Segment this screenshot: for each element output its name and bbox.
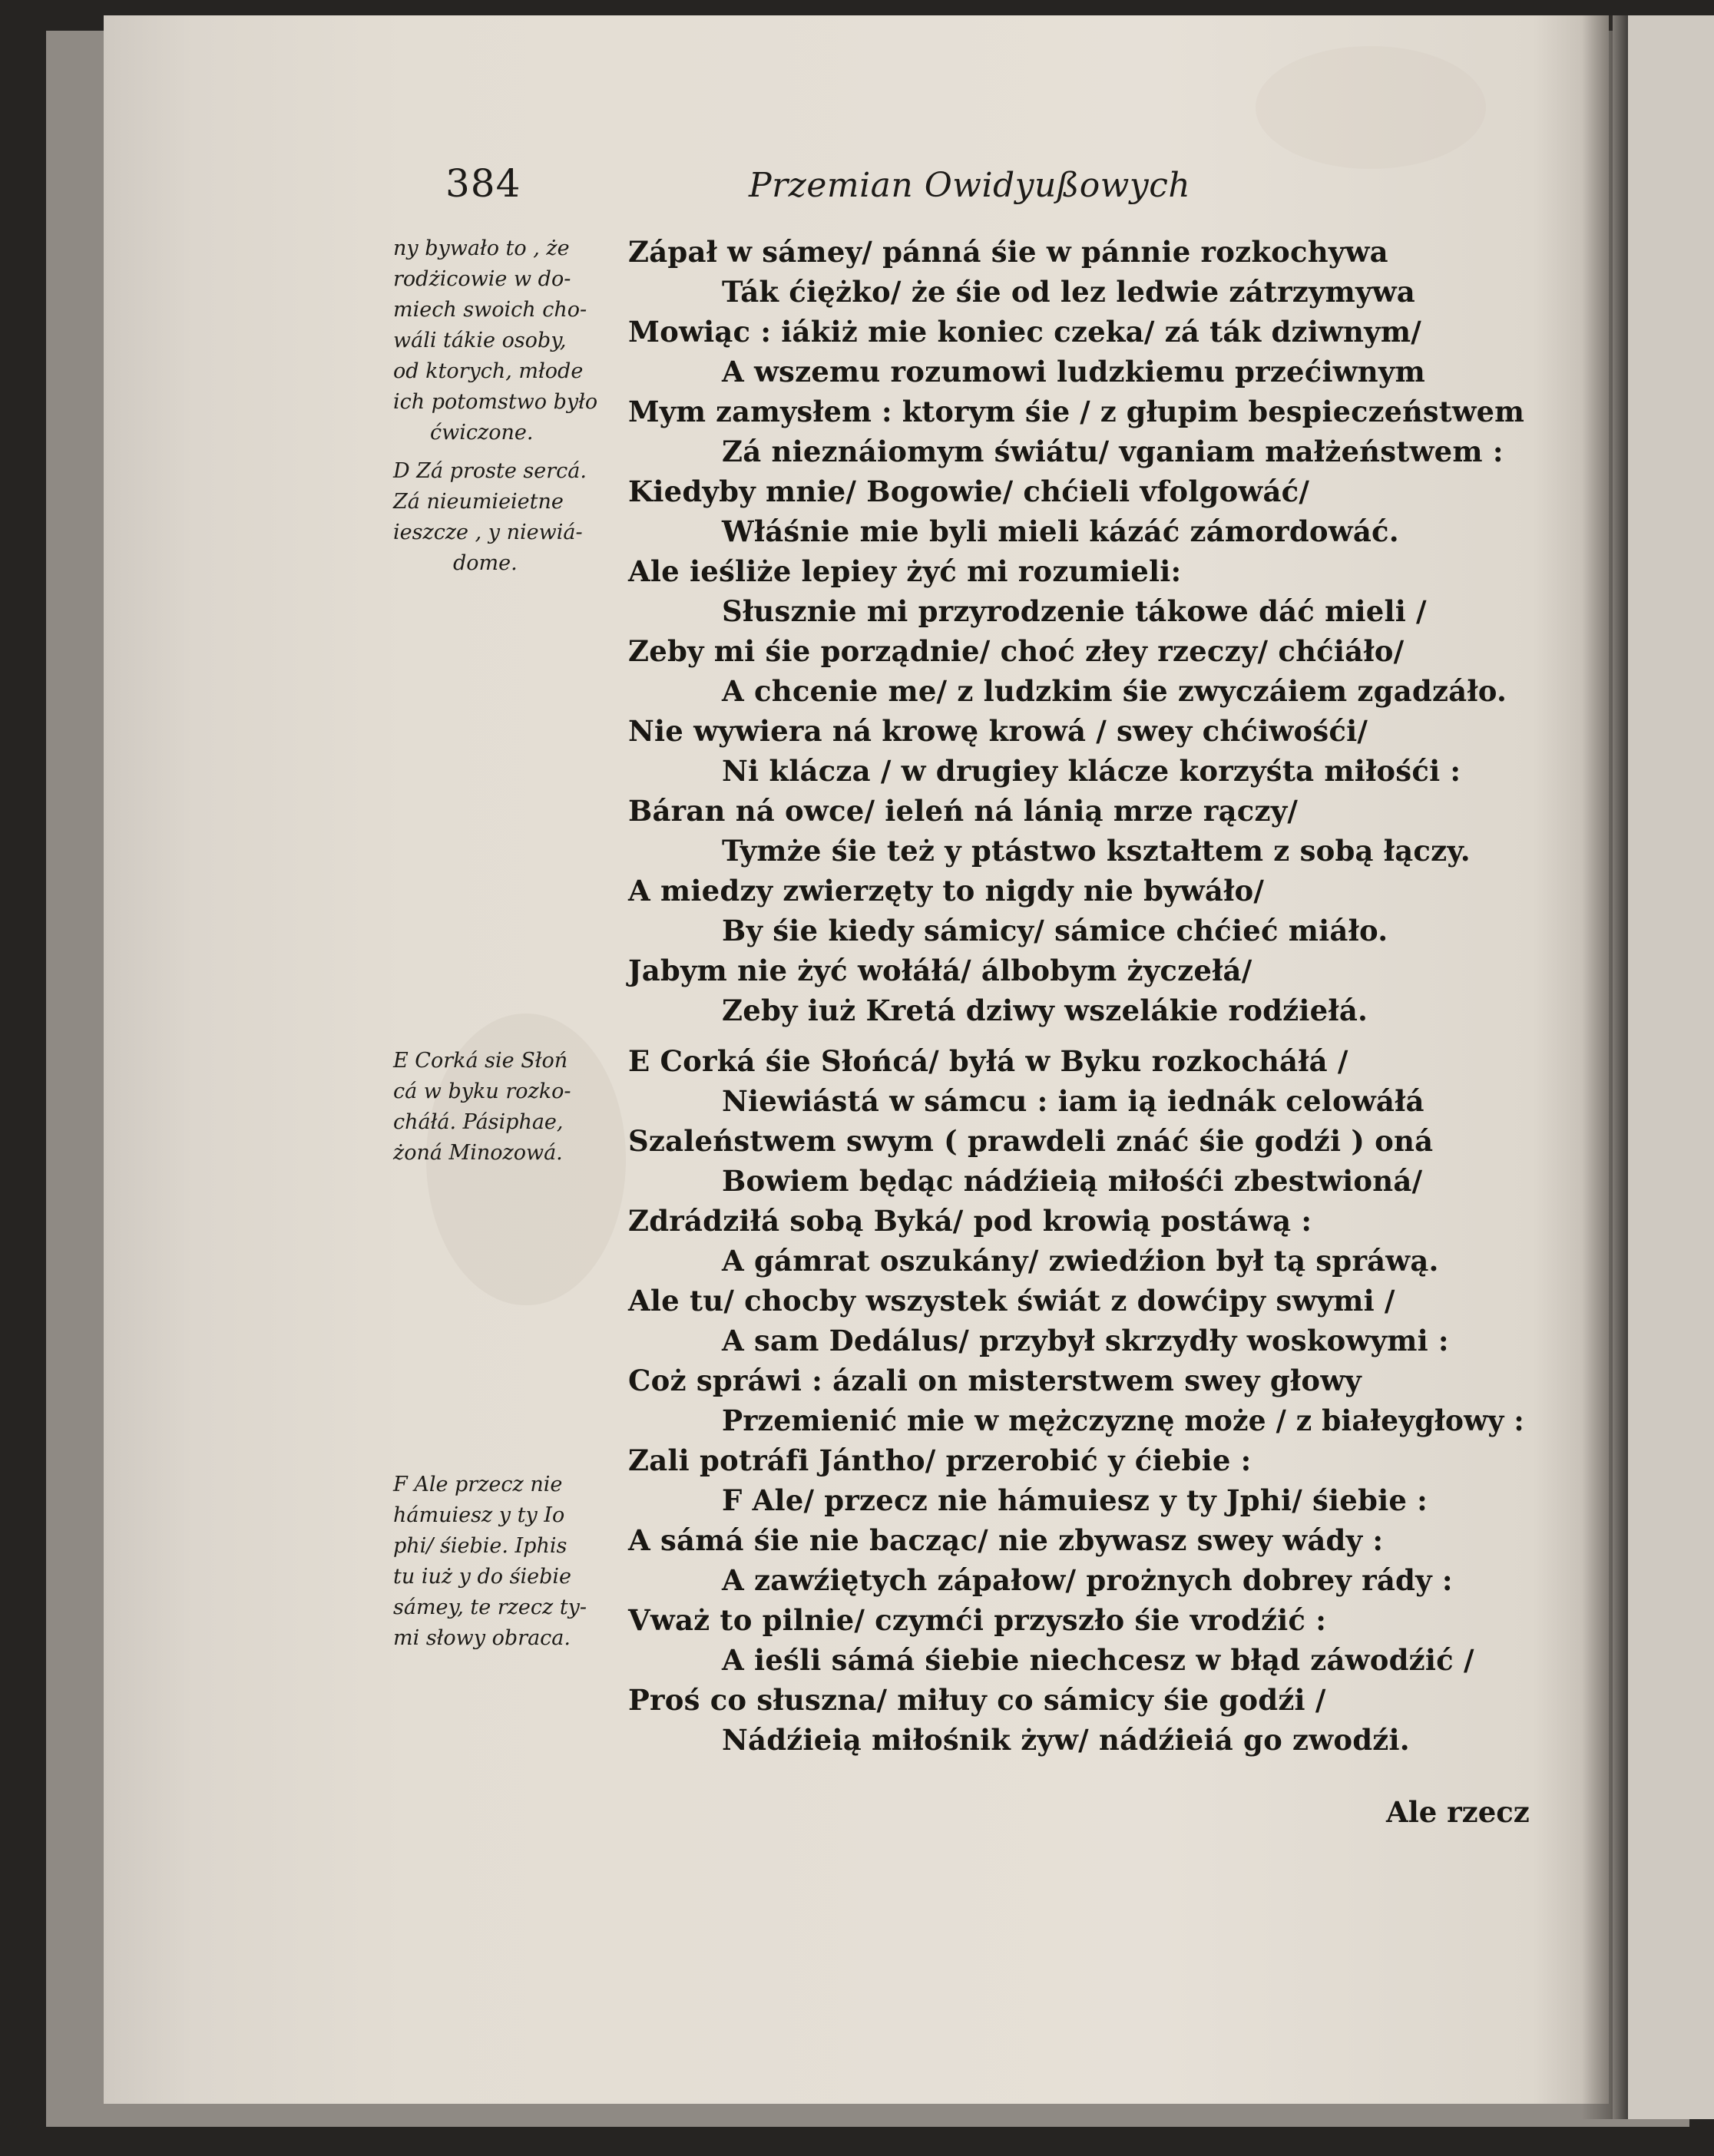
gloss-line: od ktorych, młode: [393, 359, 584, 383]
verse-line: Przemienić mie w mężczyznę może / z białeygłowy :: [722, 1404, 1524, 1437]
page-number: 384: [445, 161, 521, 206]
verse-line: Nie wywiera ná krowę krowá / swey chćiwośći/: [628, 714, 1368, 748]
verse-line: Ale ieśliże lepiey żyć mi rozumieli:: [628, 554, 1182, 588]
verse-line: E Corká śie Słońcá/ byłá w Byku rozkocháłá /: [628, 1044, 1348, 1078]
verse-line: Bowiem będąc nádźieią miłośći zbestwioná/: [722, 1164, 1423, 1198]
gloss-line: miech swoich cho-: [393, 298, 587, 322]
book-gutter-shadow: [1582, 15, 1628, 2119]
verse-line: A sámá śie nie bacząc/ nie zbywasz swey wády :: [628, 1523, 1384, 1557]
gloss-line: ćwiczone.: [430, 421, 534, 445]
gloss-line: E Corká sie Słoń: [393, 1049, 568, 1073]
verse-line: Ni klácza / w drugiey klácze korzyśta miłośći :: [722, 754, 1461, 788]
gloss-line: dome.: [453, 551, 518, 575]
verse-line: Szaleństwem swym ( prawdeli znáć śie godźi ) oná: [628, 1124, 1434, 1158]
verse-line: A chcenie me/ z ludzkim śie zwyczáiem zgadzáło.: [722, 674, 1507, 708]
verse-line: A wszemu rozumowi ludzkiemu przećiwnym: [722, 355, 1425, 389]
verse-line: A gámrat oszukány/ zwiedźion był tą spráwą.: [722, 1244, 1439, 1278]
gloss-line: cá w byku rozko-: [393, 1080, 571, 1103]
verse-line: F Ale/ przecz nie hámuiesz y ty Jphi/ śiebie :: [722, 1483, 1428, 1517]
paper-stain: [1256, 46, 1486, 169]
verse-line: Słusznie mi przyrodzenie tákowe dáć mieli /: [722, 594, 1427, 628]
verse-line: Proś co słuszna/ miłuy co sámicy śie godźi /: [628, 1683, 1326, 1717]
gloss-line: wáli tákie osoby,: [393, 329, 567, 352]
verse-line: Kiedyby mnie/ Bogowie/ chćieli vfolgowáć/: [628, 475, 1310, 508]
gloss-line: cháłá. Pásiphae,: [393, 1110, 564, 1134]
catchword: Ale rzecz: [1386, 1795, 1530, 1829]
verse-line: A ieśli sámá śiebie niechcesz w błąd záwodźić /: [722, 1643, 1474, 1677]
verse-line: Zali potráfi Jántho/ przerobić y ćiebie :: [628, 1443, 1252, 1477]
verse-line: Niewiástá w sámcu : iam ią iednák celowáłá: [722, 1084, 1424, 1118]
verse-line: A miedzy zwierzęty to nigdy nie bywáło/: [628, 874, 1265, 908]
gloss-line: F Ale przecz nie: [393, 1473, 563, 1496]
gloss-line: tu iuż y do śiebie: [393, 1565, 571, 1589]
verse-line: A zawźiętych zápałow/ prożnych dobrey rády :: [722, 1563, 1453, 1597]
gloss-line: ieszcze , y niewiá-: [393, 521, 583, 544]
gloss-line: żoná Minozowá.: [393, 1141, 563, 1165]
running-title: Przemian Owidyußowych: [749, 166, 1191, 205]
verse-line: Zeby mi śie porządnie/ choć złey rzeczy/ chćiáło/: [628, 634, 1405, 668]
verse-line: Báran ná owce/ ieleń ná lánią mrze rączy/: [628, 794, 1299, 828]
page-header: [0, 161, 1714, 223]
verse-line: By śie kiedy sámicy/ sámice chćieć miáło.: [722, 914, 1388, 947]
gloss-line: ny bywało to , że: [393, 236, 570, 260]
verse-line: Mym zamysłem : ktorym śie / z głupim bespieczeństwem: [628, 395, 1525, 428]
gloss-line: sámey, te rzecz ty-: [393, 1596, 587, 1619]
gloss-line: hámuiesz y ty Io: [393, 1503, 565, 1527]
verse-line: Nádźieią miłośnik żyw/ nádźieiá go zwodźi.: [722, 1723, 1410, 1757]
verse-line: Zápał w sámey/ pánná śie w pánnie rozkochywa: [628, 235, 1388, 269]
verse-line: Zeby iuż Kretá dziwy wszelákie rodźiełá.: [722, 994, 1368, 1027]
gloss-line: Zá nieumieietne: [393, 490, 564, 514]
verse-line: A sam Dedálus/ przybył skrzydły woskowymi :: [722, 1324, 1449, 1357]
verse-line: Zá nieznáiomym świátu/ vganiam małżeństwem :: [722, 435, 1504, 468]
verse-line: Tymże śie też y ptástwo kształtem z sobą łączy.: [722, 834, 1471, 868]
verse-line: Vważ to pilnie/ czymći przyszło śie vrodźić :: [628, 1603, 1327, 1637]
gloss-line: mi słowy obraca.: [393, 1626, 571, 1650]
verse-line: Ták ćiężko/ że śie od lez ledwie zátrzymywa: [722, 275, 1415, 309]
gloss-line: ich potomstwo było: [393, 390, 598, 414]
verse-line: Włáśnie mie byli mieli kázáć zámordowáć.: [722, 514, 1399, 548]
gloss-line: D Zá proste sercá.: [393, 459, 587, 483]
verse-line: Mowiąc : iákiż mie koniec czeka/ zá ták dziwnym/: [628, 315, 1421, 349]
verse-line: Ale tu/ chocby wszystek świát z dowćipy swymi /: [628, 1284, 1395, 1318]
verse-line: Zdrádziłá sobą Byká/ pod krowią postáwą :: [628, 1204, 1312, 1238]
verse-line: Coż spráwi : ázali on misterstwem swey głowy: [628, 1364, 1362, 1397]
gloss-line: phi/ śiebie. Iphis: [393, 1534, 567, 1558]
gloss-line: rodżicowie w do-: [393, 267, 571, 291]
verse-line: Jabym nie żyć wołáłá/ álbobym życzełá/: [628, 954, 1252, 987]
